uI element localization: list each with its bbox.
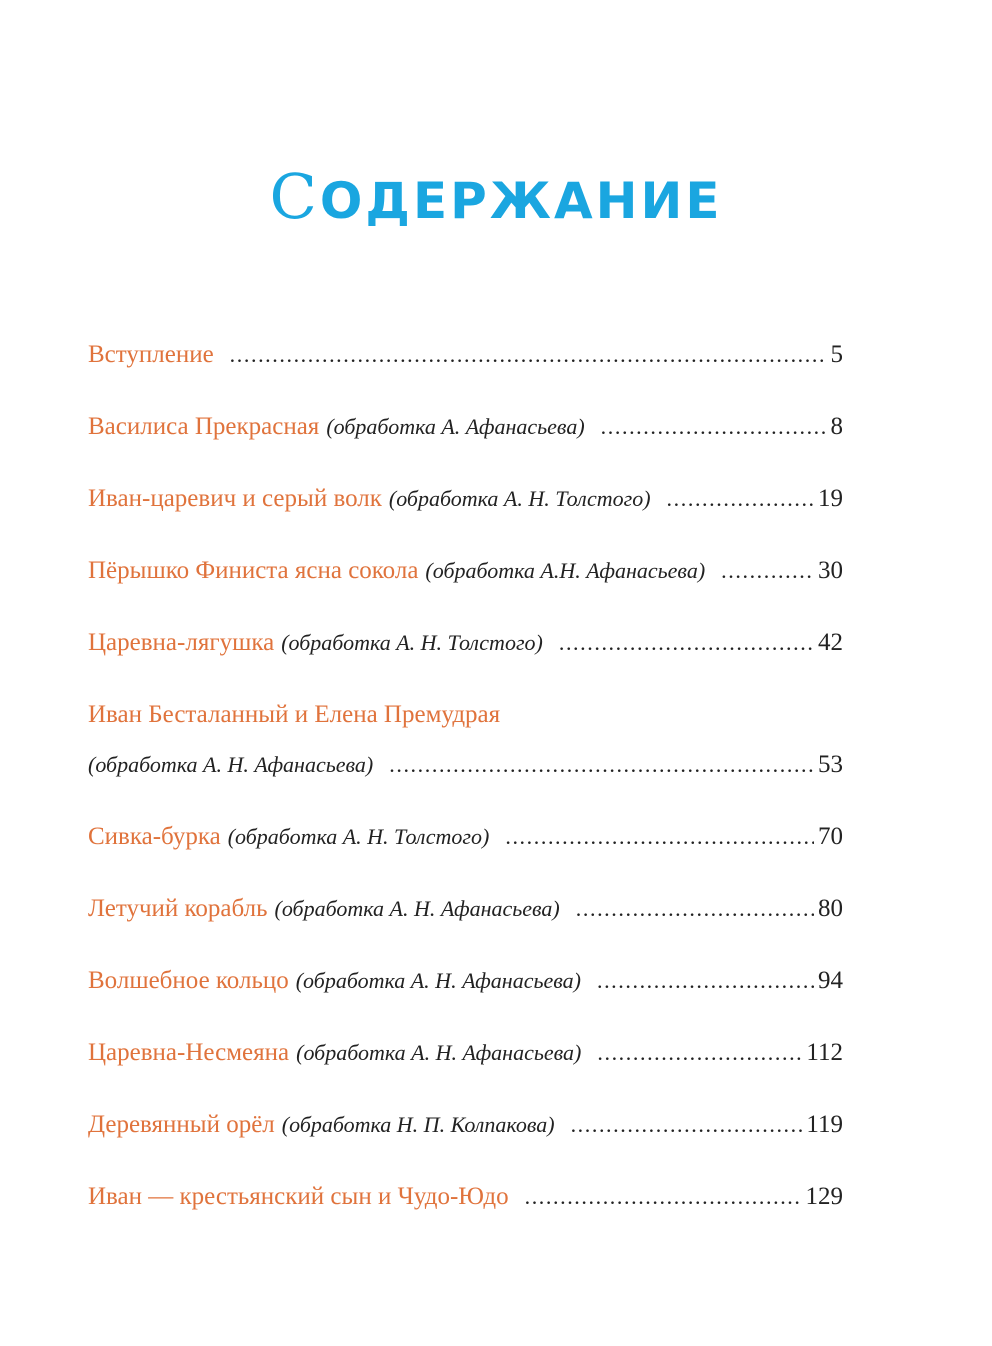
toc-entry-page: 30 xyxy=(818,557,843,584)
toc-entry-title: Летучий корабль xyxy=(88,895,268,922)
toc-entry-page: 94 xyxy=(818,967,843,994)
dot-leader xyxy=(576,891,814,927)
toc-entry-title: Иван Бесталанный и Елена Премудрая xyxy=(88,701,501,728)
dot-leader xyxy=(601,409,827,445)
toc-entry[interactable] xyxy=(88,625,843,661)
toc-entry-title: Деревянный орёл xyxy=(88,1111,275,1138)
toc-entry[interactable] xyxy=(88,1107,843,1143)
toc-entry-page: 42 xyxy=(818,629,843,656)
toc-entry-page: 8 xyxy=(830,413,843,440)
dot-leader xyxy=(571,1107,803,1143)
toc-entry-note: (обработка А. Н. Толстого) xyxy=(281,630,543,655)
toc-entry-note: (обработка А.Н. Афанасьева) xyxy=(425,558,706,583)
toc-entry-note: (обработка А. Афанасьева) xyxy=(326,414,585,439)
toc-entry[interactable] xyxy=(88,963,843,999)
toc-entry[interactable] xyxy=(88,481,843,517)
dot-leader xyxy=(525,1179,802,1215)
dot-leader xyxy=(559,625,814,661)
toc-entry-title: Василиса Прекрасная xyxy=(88,413,320,440)
toc-entry-page: 112 xyxy=(806,1039,843,1066)
toc-entry[interactable] xyxy=(88,409,843,445)
dot-leader xyxy=(597,1035,802,1071)
dot-leader xyxy=(667,481,814,517)
toc-entry-note-line[interactable] xyxy=(88,747,843,783)
toc-entry-title: Пёрышко Финиста ясна сокола xyxy=(88,557,419,584)
toc-entry-title: Иван-царевич и серый волк xyxy=(88,485,382,512)
toc-entry-title: Сивка-бурка xyxy=(88,823,221,850)
dot-leader xyxy=(389,747,814,783)
toc-entry[interactable] xyxy=(88,1179,843,1215)
toc-entry-title: Царевна-лягушка xyxy=(88,629,275,656)
toc-entry-note: (обработка А. Н. Афанасьева) xyxy=(274,896,560,921)
page-title-initial: С xyxy=(269,159,320,233)
toc-entry-note: (обработка А. Н. Афанасьева) xyxy=(296,1040,582,1065)
toc-entry-page: 19 xyxy=(818,485,843,512)
toc-entry-title: Царевна-Несмеяна xyxy=(88,1039,290,1066)
toc-entry-page: 119 xyxy=(806,1111,843,1138)
toc-entry[interactable] xyxy=(88,553,843,589)
toc-entry-page: 80 xyxy=(818,895,843,922)
toc-entry[interactable] xyxy=(88,1035,843,1071)
dot-leader xyxy=(230,337,827,373)
toc-entry[interactable] xyxy=(88,819,843,855)
toc-entry-note: (обработка А. Н. Толстого) xyxy=(388,486,651,511)
toc-entry-title: Иван — крестьянский сын и Чудо-Юдо xyxy=(88,1183,509,1210)
toc-entry-note: (обработка А. Н. Толстого) xyxy=(227,824,490,849)
toc-entry[interactable] xyxy=(88,891,843,927)
toc-entry-title: Волшебное кольцо xyxy=(88,967,289,994)
toc-entry-page: 70 xyxy=(818,823,843,850)
toc-entry-note: (обработка Н. П. Колпакова) xyxy=(281,1112,555,1137)
toc-entry[interactable] xyxy=(88,337,843,373)
page-title xyxy=(0,159,992,236)
toc-entry-note: (обработка А. Н. Афанасьева) xyxy=(88,752,374,777)
toc-entry-title-line[interactable] xyxy=(88,697,843,733)
toc-entry-title: Вступление xyxy=(88,341,214,368)
toc-entry-page: 129 xyxy=(805,1183,843,1210)
toc-entry-note: (обработка А. Н. Афанасьева) xyxy=(295,968,581,993)
toc-entry-page: 5 xyxy=(830,341,843,368)
toc-entry-page: 53 xyxy=(818,751,843,778)
dot-leader xyxy=(597,963,814,999)
page-title-rest: ОДЕРЖАНИЕ xyxy=(319,171,723,230)
dot-leader xyxy=(721,553,814,589)
dot-leader xyxy=(505,819,814,855)
